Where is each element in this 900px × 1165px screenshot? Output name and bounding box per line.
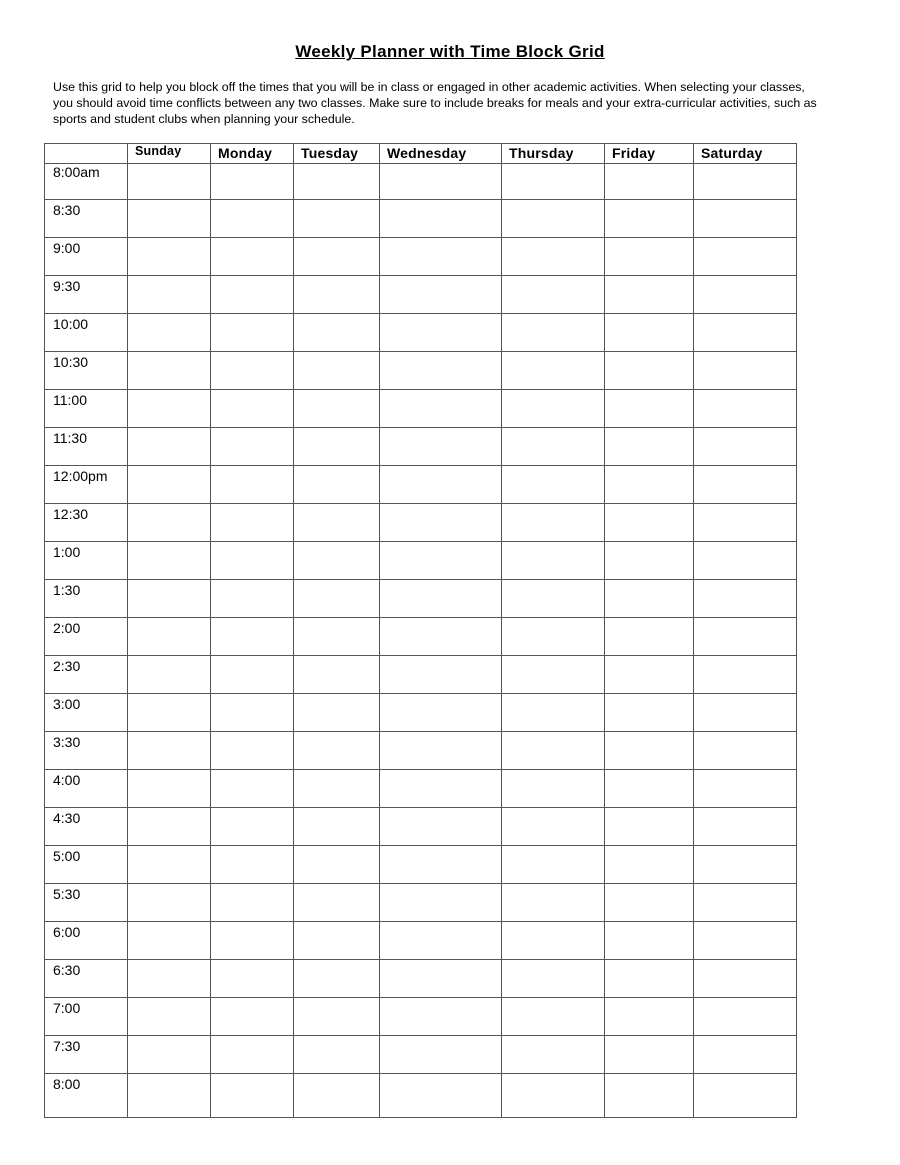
time-row [45,960,797,998]
time-row [45,884,797,922]
time-slot-cell-wednesday[interactable] [380,164,502,200]
time-slot-cell-monday[interactable] [211,238,294,276]
time-slot-cell-thursday[interactable] [502,694,605,732]
day-header-saturday: Saturday [694,144,797,164]
time-slot-cell-saturday[interactable] [694,238,797,276]
time-slot-cell-friday[interactable] [605,884,694,922]
time-slot-cell-tuesday[interactable] [294,1036,380,1074]
time-slot-cell-wednesday[interactable] [380,884,502,922]
time-slot-cell-friday[interactable] [605,846,694,884]
time-slot-cell-thursday[interactable] [502,770,605,808]
time-slot-cell-wednesday[interactable] [380,390,502,428]
time-slot-cell-thursday[interactable] [502,314,605,352]
time-slot-cell-sunday[interactable] [128,884,211,922]
time-label: 8:30 [45,200,128,238]
time-slot-cell-wednesday[interactable] [380,276,502,314]
time-slot-cell-thursday[interactable] [502,390,605,428]
time-label: 5:30 [45,884,128,922]
time-slot-cell-friday[interactable] [605,238,694,276]
time-slot-cell-monday[interactable] [211,732,294,770]
time-slot-cell-wednesday[interactable] [380,808,502,846]
time-slot-cell-friday[interactable] [605,466,694,504]
time-slot-cell-thursday[interactable] [502,352,605,390]
time-slot-cell-thursday[interactable] [502,1074,605,1118]
day-header-tuesday: Tuesday [294,144,380,164]
time-label: 7:30 [45,1036,128,1074]
time-slot-cell-thursday[interactable] [502,1036,605,1074]
time-label: 11:00 [45,390,128,428]
time-slot-cell-thursday[interactable] [502,504,605,542]
time-slot-cell-monday[interactable] [211,884,294,922]
time-slot-cell-wednesday[interactable] [380,846,502,884]
time-slot-cell-saturday[interactable] [694,884,797,922]
time-slot-cell-saturday[interactable] [694,200,797,238]
time-slot-cell-monday[interactable] [211,200,294,238]
time-slot-cell-wednesday[interactable] [380,998,502,1036]
time-slot-cell-wednesday[interactable] [380,694,502,732]
time-slot-cell-tuesday[interactable] [294,466,380,504]
time-slot-cell-tuesday[interactable] [294,580,380,618]
time-slot-cell-wednesday[interactable] [380,1074,502,1118]
time-slot-cell-tuesday[interactable] [294,618,380,656]
time-slot-cell-tuesday[interactable] [294,352,380,390]
time-row [45,846,797,884]
time-slot-cell-monday[interactable] [211,1036,294,1074]
time-label: 9:30 [45,276,128,314]
time-slot-cell-monday[interactable] [211,618,294,656]
time-label: 4:30 [45,808,128,846]
time-row [45,1074,797,1118]
time-label: 5:00 [45,846,128,884]
time-slot-cell-friday[interactable] [605,998,694,1036]
time-slot-cell-monday[interactable] [211,846,294,884]
time-row [45,428,797,466]
time-slot-cell-tuesday[interactable] [294,390,380,428]
time-row [45,694,797,732]
time-slot-cell-wednesday[interactable] [380,238,502,276]
time-slot-cell-friday[interactable] [605,770,694,808]
time-slot-cell-saturday[interactable] [694,770,797,808]
time-slot-cell-wednesday[interactable] [380,314,502,352]
time-label: 2:00 [45,618,128,656]
time-slot-cell-friday[interactable] [605,732,694,770]
time-label: 12:00pm [45,466,128,504]
time-slot-cell-thursday[interactable] [502,618,605,656]
time-slot-cell-thursday[interactable] [502,808,605,846]
time-slot-cell-monday[interactable] [211,808,294,846]
time-row [45,1036,797,1074]
time-row [45,352,797,390]
day-header-monday: Monday [211,144,294,164]
time-label: 8:00 [45,1074,128,1118]
time-slot-cell-sunday[interactable] [128,1074,211,1118]
time-block-grid [44,143,797,1118]
time-slot-cell-tuesday[interactable] [294,960,380,998]
time-slot-cell-sunday[interactable] [128,808,211,846]
time-slot-cell-friday[interactable] [605,200,694,238]
time-slot-cell-tuesday[interactable] [294,808,380,846]
time-slot-cell-thursday[interactable] [502,164,605,200]
time-slot-cell-sunday[interactable] [128,238,211,276]
time-slot-cell-wednesday[interactable] [380,200,502,238]
instructions-paragraph: Use this grid to help you block off the times that you will be in class or engaged in other academic activities. When selecting your classes, you should avoid time conflicts between any two classes. Make sure to include breaks for meals and your extra-curricular activities, such as sports and student clubs when planning your schedule. [53,80,817,126]
time-slot-cell-friday[interactable] [605,542,694,580]
time-rows [45,164,797,1118]
time-row [45,732,797,770]
time-slot-cell-sunday[interactable] [128,770,211,808]
time-slot-cell-tuesday[interactable] [294,238,380,276]
time-slot-cell-monday[interactable] [211,164,294,200]
time-slot-cell-saturday[interactable] [694,1074,797,1118]
time-slot-cell-friday[interactable] [605,1074,694,1118]
time-slot-cell-friday[interactable] [605,504,694,542]
time-slot-cell-thursday[interactable] [502,428,605,466]
time-slot-cell-saturday[interactable] [694,580,797,618]
day-header-friday: Friday [605,144,694,164]
time-row [45,998,797,1036]
time-slot-cell-wednesday[interactable] [380,466,502,504]
day-header-thursday: Thursday [502,144,605,164]
time-slot-cell-sunday[interactable] [128,998,211,1036]
time-slot-cell-sunday[interactable] [128,960,211,998]
time-slot-cell-friday[interactable] [605,428,694,466]
time-slot-cell-sunday[interactable] [128,352,211,390]
time-slot-cell-saturday[interactable] [694,808,797,846]
day-header-row [45,144,797,164]
page-title: Weekly Planner with Time Block Grid [295,42,605,61]
time-slot-cell-monday[interactable] [211,922,294,960]
time-slot-cell-wednesday[interactable] [380,542,502,580]
time-slot-cell-thursday[interactable] [502,542,605,580]
time-slot-cell-monday[interactable] [211,314,294,352]
time-slot-cell-monday[interactable] [211,504,294,542]
time-row [45,542,797,580]
time-slot-cell-sunday[interactable] [128,694,211,732]
time-row [45,238,797,276]
time-label: 1:00 [45,542,128,580]
time-slot-cell-tuesday[interactable] [294,1074,380,1118]
time-slot-cell-sunday[interactable] [128,390,211,428]
time-slot-cell-saturday[interactable] [694,960,797,998]
time-row [45,580,797,618]
time-slot-cell-thursday[interactable] [502,884,605,922]
time-slot-cell-tuesday[interactable] [294,276,380,314]
time-slot-cell-monday[interactable] [211,580,294,618]
time-slot-cell-friday[interactable] [605,352,694,390]
time-slot-cell-wednesday[interactable] [380,732,502,770]
time-slot-cell-sunday[interactable] [128,922,211,960]
time-label: 4:00 [45,770,128,808]
time-slot-cell-wednesday[interactable] [380,428,502,466]
time-slot-cell-saturday[interactable] [694,656,797,694]
time-slot-cell-wednesday[interactable] [380,580,502,618]
time-slot-cell-thursday[interactable] [502,580,605,618]
time-slot-cell-sunday[interactable] [128,1036,211,1074]
time-slot-cell-friday[interactable] [605,1036,694,1074]
time-slot-cell-sunday[interactable] [128,200,211,238]
time-slot-cell-saturday[interactable] [694,542,797,580]
time-slot-cell-tuesday[interactable] [294,542,380,580]
time-slot-cell-friday[interactable] [605,656,694,694]
time-slot-cell-monday[interactable] [211,1074,294,1118]
time-slot-cell-sunday[interactable] [128,618,211,656]
time-slot-cell-sunday[interactable] [128,504,211,542]
time-slot-cell-tuesday[interactable] [294,164,380,200]
time-slot-cell-saturday[interactable] [694,428,797,466]
time-slot-cell-sunday[interactable] [128,466,211,504]
time-slot-cell-friday[interactable] [605,314,694,352]
time-label: 1:30 [45,580,128,618]
time-row [45,200,797,238]
time-slot-cell-friday[interactable] [605,164,694,200]
time-slot-cell-tuesday[interactable] [294,998,380,1036]
time-slot-cell-saturday[interactable] [694,618,797,656]
time-slot-cell-saturday[interactable] [694,314,797,352]
time-slot-cell-friday[interactable] [605,276,694,314]
time-slot-cell-wednesday[interactable] [380,504,502,542]
time-slot-cell-sunday[interactable] [128,164,211,200]
time-label: 6:30 [45,960,128,998]
time-slot-cell-sunday[interactable] [128,580,211,618]
time-slot-cell-tuesday[interactable] [294,732,380,770]
day-header-sunday: Sunday [128,144,211,164]
time-slot-cell-friday[interactable] [605,922,694,960]
day-header-wednesday: Wednesday [380,144,502,164]
time-row [45,504,797,542]
time-slot-cell-saturday[interactable] [694,694,797,732]
time-slot-cell-wednesday[interactable] [380,960,502,998]
time-row [45,164,797,200]
time-label: 3:00 [45,694,128,732]
time-slot-cell-thursday[interactable] [502,846,605,884]
time-slot-cell-friday[interactable] [605,960,694,998]
time-slot-cell-monday[interactable] [211,466,294,504]
time-slot-cell-tuesday[interactable] [294,200,380,238]
time-slot-cell-tuesday[interactable] [294,884,380,922]
time-slot-cell-saturday[interactable] [694,998,797,1036]
time-slot-cell-saturday[interactable] [694,276,797,314]
time-label: 3:30 [45,732,128,770]
time-slot-cell-monday[interactable] [211,542,294,580]
time-slot-cell-thursday[interactable] [502,200,605,238]
time-slot-cell-friday[interactable] [605,580,694,618]
time-slot-cell-friday[interactable] [605,618,694,656]
time-slot-cell-monday[interactable] [211,352,294,390]
time-slot-cell-sunday[interactable] [128,656,211,694]
time-label: 2:30 [45,656,128,694]
corner-cell [45,144,128,164]
time-label: 6:00 [45,922,128,960]
time-slot-cell-sunday[interactable] [128,846,211,884]
time-slot-cell-monday[interactable] [211,428,294,466]
time-slot-cell-friday[interactable] [605,390,694,428]
time-slot-cell-thursday[interactable] [502,998,605,1036]
time-slot-cell-saturday[interactable] [694,922,797,960]
time-slot-cell-sunday[interactable] [128,428,211,466]
time-slot-cell-sunday[interactable] [128,314,211,352]
time-slot-cell-tuesday[interactable] [294,694,380,732]
time-label: 11:30 [45,428,128,466]
time-slot-cell-wednesday[interactable] [380,656,502,694]
time-slot-cell-wednesday[interactable] [380,1036,502,1074]
time-slot-cell-saturday[interactable] [694,466,797,504]
time-slot-cell-friday[interactable] [605,694,694,732]
time-slot-cell-sunday[interactable] [128,732,211,770]
time-slot-cell-monday[interactable] [211,390,294,428]
time-label: 9:00 [45,238,128,276]
time-slot-cell-wednesday[interactable] [380,618,502,656]
time-slot-cell-tuesday[interactable] [294,656,380,694]
time-row [45,922,797,960]
time-row [45,466,797,504]
time-slot-cell-tuesday[interactable] [294,314,380,352]
time-slot-cell-monday[interactable] [211,998,294,1036]
time-row [45,390,797,428]
time-slot-cell-wednesday[interactable] [380,770,502,808]
time-row [45,656,797,694]
time-slot-cell-saturday[interactable] [694,732,797,770]
time-slot-cell-saturday[interactable] [694,164,797,200]
time-slot-cell-thursday[interactable] [502,276,605,314]
time-label: 10:00 [45,314,128,352]
time-row [45,276,797,314]
time-slot-cell-thursday[interactable] [502,656,605,694]
time-slot-cell-monday[interactable] [211,960,294,998]
time-slot-cell-monday[interactable] [211,276,294,314]
time-label: 10:30 [45,352,128,390]
time-slot-cell-saturday[interactable] [694,1036,797,1074]
time-row [45,314,797,352]
time-slot-cell-thursday[interactable] [502,238,605,276]
time-slot-cell-monday[interactable] [211,656,294,694]
time-row [45,618,797,656]
time-slot-cell-wednesday[interactable] [380,922,502,960]
time-slot-cell-tuesday[interactable] [294,770,380,808]
time-slot-cell-saturday[interactable] [694,352,797,390]
time-slot-cell-saturday[interactable] [694,846,797,884]
time-slot-cell-wednesday[interactable] [380,352,502,390]
time-slot-cell-thursday[interactable] [502,732,605,770]
time-slot-cell-saturday[interactable] [694,504,797,542]
time-slot-cell-monday[interactable] [211,694,294,732]
time-slot-cell-thursday[interactable] [502,466,605,504]
time-slot-cell-tuesday[interactable] [294,922,380,960]
time-slot-cell-tuesday[interactable] [294,846,380,884]
time-slot-cell-thursday[interactable] [502,922,605,960]
time-label: 12:30 [45,504,128,542]
time-slot-cell-tuesday[interactable] [294,428,380,466]
time-slot-cell-monday[interactable] [211,770,294,808]
time-slot-cell-friday[interactable] [605,808,694,846]
time-slot-cell-tuesday[interactable] [294,504,380,542]
time-slot-cell-thursday[interactable] [502,960,605,998]
time-row [45,770,797,808]
time-slot-cell-sunday[interactable] [128,542,211,580]
time-label: 7:00 [45,998,128,1036]
time-row [45,808,797,846]
time-label: 8:00am [45,164,128,200]
time-slot-cell-sunday[interactable] [128,276,211,314]
time-slot-cell-saturday[interactable] [694,390,797,428]
